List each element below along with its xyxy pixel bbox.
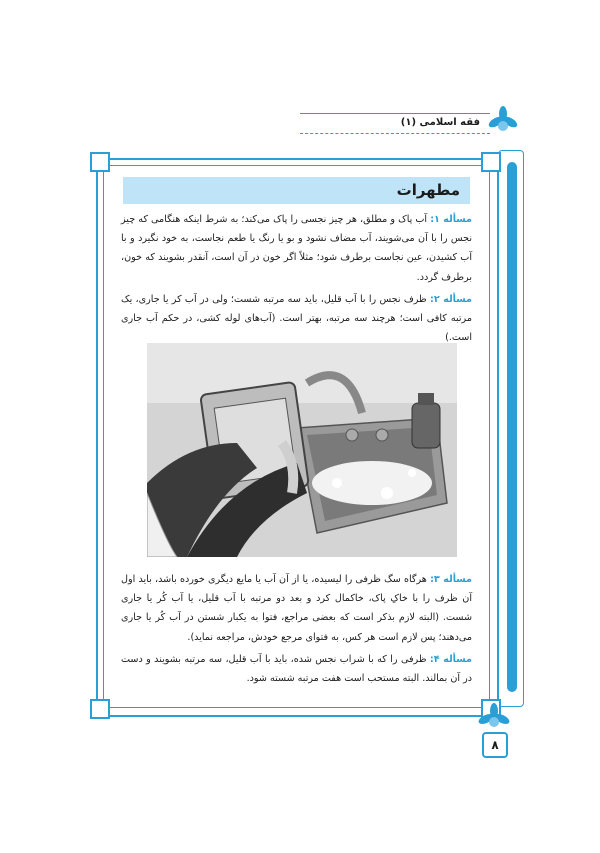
paragraph-text: هرگاه سگ ظرفی را لیسیده، یا از آن آب یا مایع دیگری خورده باشد، باید اول آن ظرف را با خاکِ پاک، خاکمال کرد و بعد دو مرتبه با آب قلیل، یا آب کُر یا جاری شست. (البته لازم بذکر است که بعضی مراجع، فتوا به یکبار شستن در آب کُر یا جاری می‌دهند؛ پس لازم است هر کس، به فتوای مرجع خودش، مراجعه نماید). [121,574,472,643]
header-rule-top [300,113,490,114]
leaf-ornament-icon [487,106,519,138]
section-heading [123,177,470,204]
section-title: مطهرات [396,181,460,199]
frame-corner [481,152,501,172]
side-bar [507,162,517,692]
paragraph-text: آب پاک و مطلق، هر چیز نجسی را پاک می‌کند؛ به شرط اینکه هنگامی که چیز نجس را با آن می‌شویند، آب مضاف نشود و بو یا رنگ یا طعم نجاست، به خود نگیرد و با آب کشیدن، عین نجاست برطرف شود؛ مثلاً اگر خون در آن است، آنقدر بشویند که خون، برطرف گردد. [121,214,472,283]
paragraph-text: ظرف نجس را با آب قلیل، باید سه مرتبه شست؛ ولی در آب کر یا جاری، یک مرتبه کافی است؛ هرچند سه مرتبه، بهتر است. (آب‌های لوله کشی، در حکم آب جاری است.) [121,294,472,344]
page-number: ۸ [482,732,508,758]
book-title: فقه اسلامی (۱) [400,117,480,128]
leaf-ornament-icon [478,702,510,732]
frame-corner [90,152,110,172]
frame-corner [90,699,110,719]
issue-label: مسأله ۱: [430,214,472,225]
issue-label: مسأله ۲: [429,294,472,305]
header-rule-dashed [300,133,490,134]
issue-label: مسأله ۴: [429,654,472,665]
paragraph-4 [121,650,472,688]
issue-label: مسأله ۳: [430,574,472,585]
paragraph-2 [121,290,472,348]
paragraph-text: ظرفی را که با شراب نجس شده، باید با آب قلیل، سه مرتبه بشویند و دست در آن بمالند. البته مستحب است هفت مرتبه شسته شود. [121,654,472,685]
paragraph-3 [121,570,472,647]
sink-illustration [147,343,457,557]
dishwashing-image [147,343,457,557]
paragraph-1 [121,210,472,287]
